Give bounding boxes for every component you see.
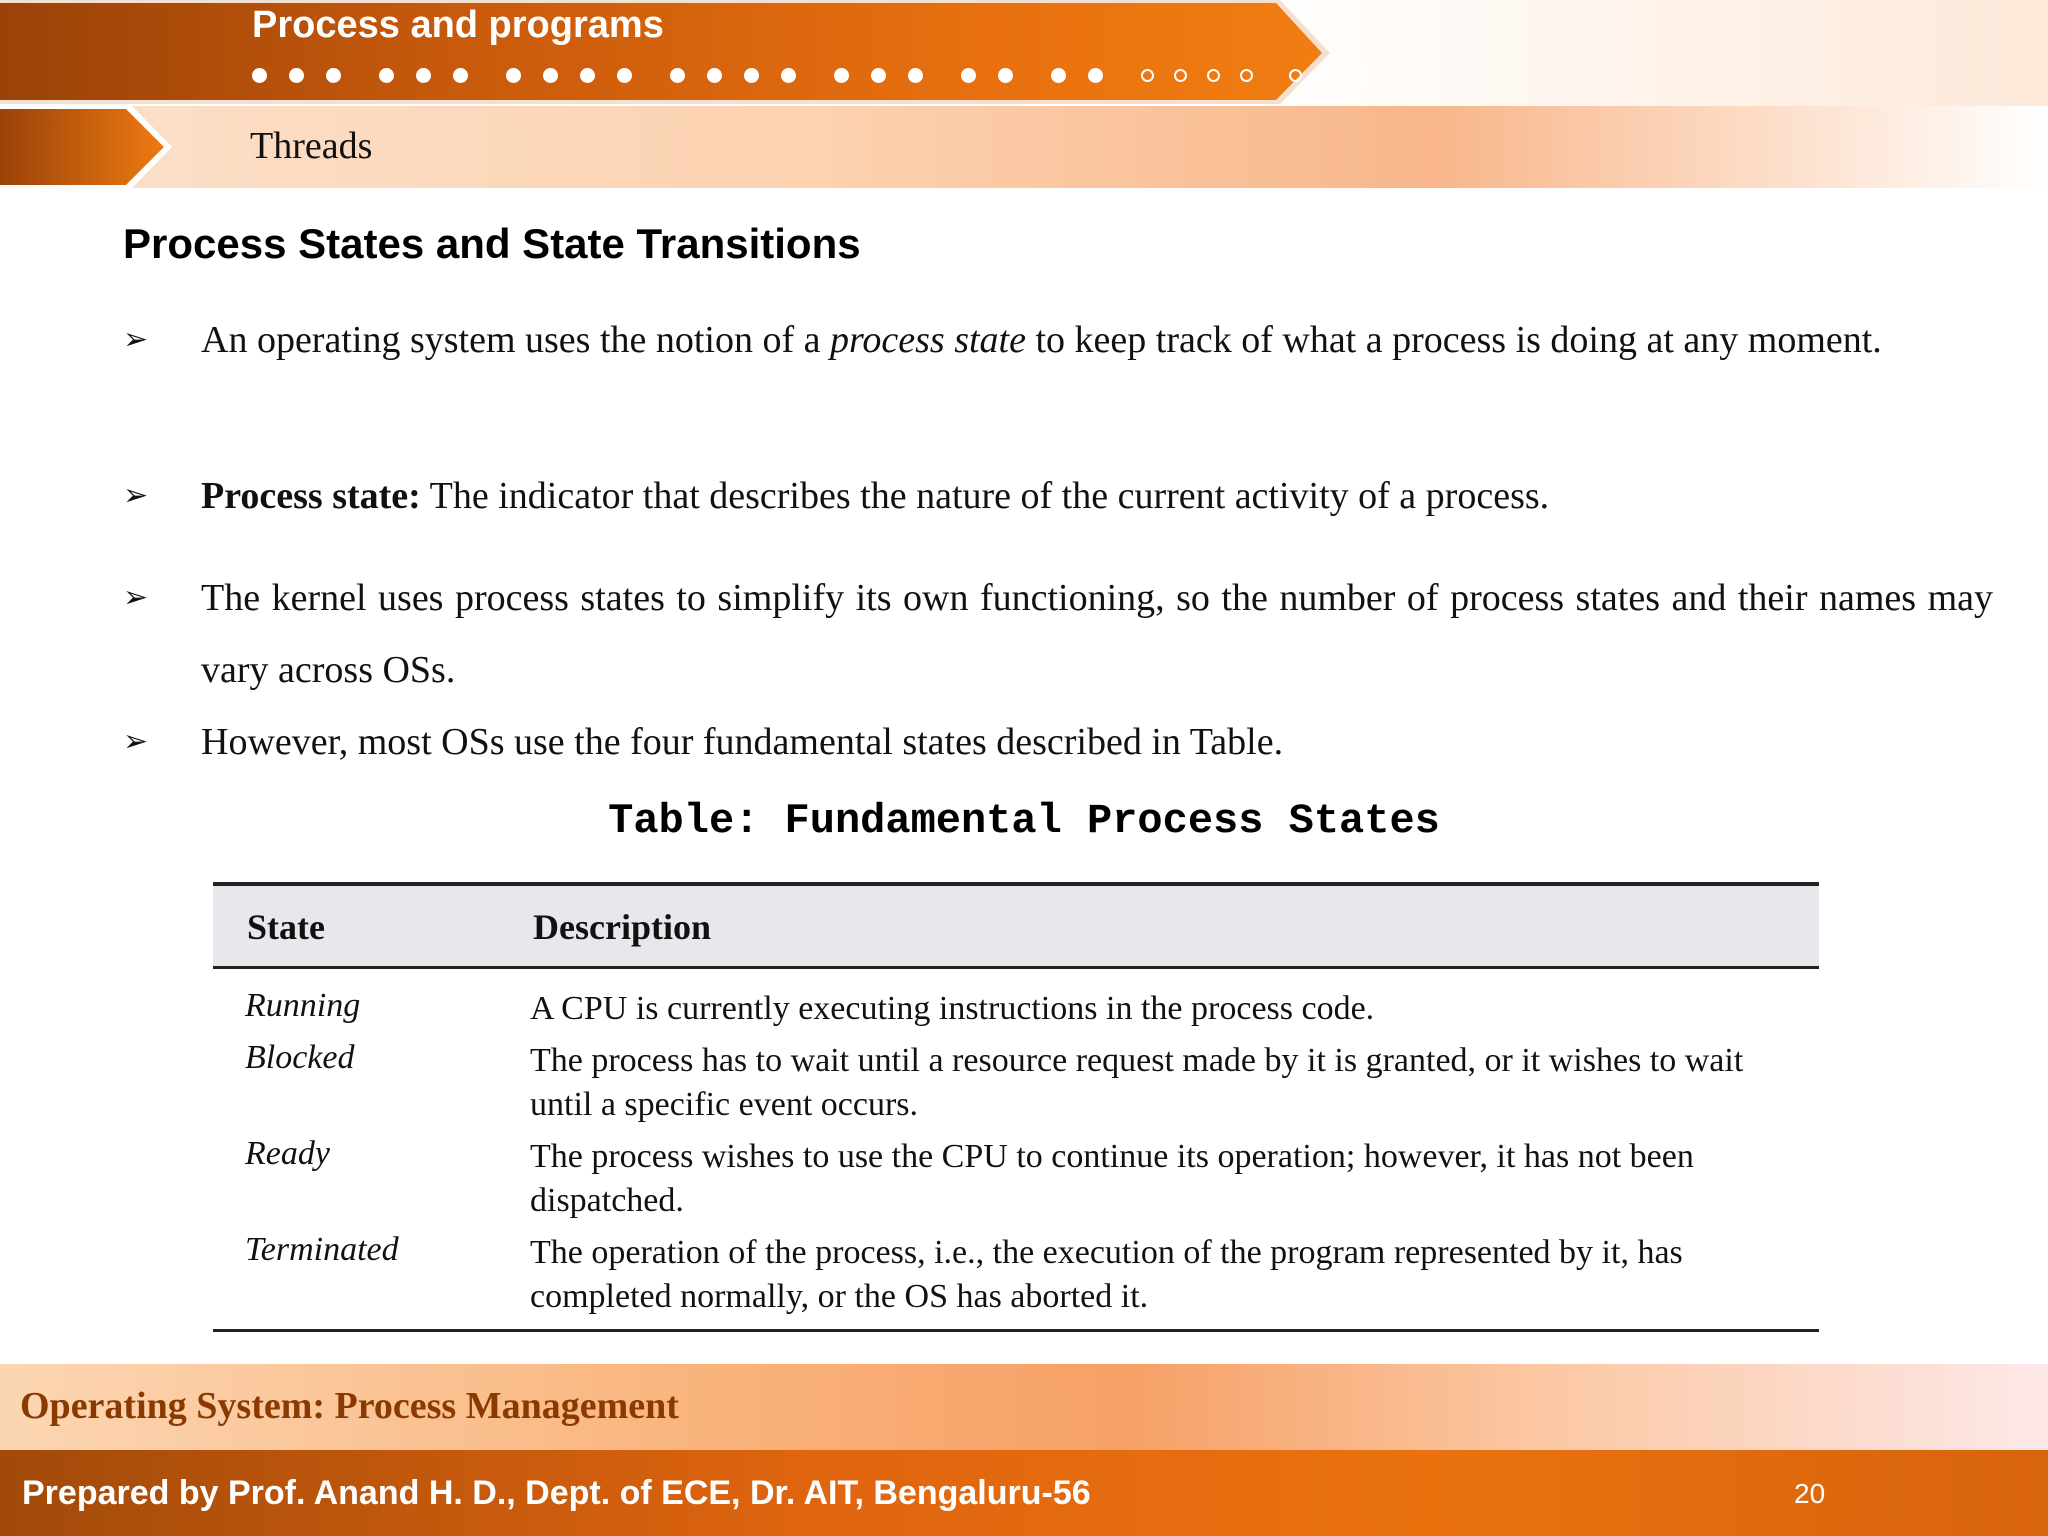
footer-course-title: Operating System: Process Management	[20, 1385, 679, 1427]
progress-dot-filled	[506, 68, 521, 83]
definition-term: Process state:	[201, 475, 421, 517]
progress-dot-empty	[1322, 69, 1335, 82]
column-header-state: State	[247, 907, 325, 947]
description-cell: The process wishes to use the CPU to continue its operation; however, it has not been dispatched.	[530, 1138, 1694, 1219]
progress-dot-filled	[617, 68, 632, 83]
state-cell: Running	[245, 987, 361, 1024]
progress-dot-filled	[871, 68, 886, 83]
progress-dot-empty	[1355, 69, 1368, 82]
bullet-process-state-definition: ➢ Process state: The indicator that describes the nature of the current activity of a process.	[123, 460, 1993, 532]
progress-dot-filled	[744, 68, 759, 83]
progress-dot-filled	[1051, 68, 1066, 83]
table-body	[213, 969, 1819, 1332]
arrow-bullet-icon: ➢	[123, 580, 149, 615]
progress-dot-filled	[580, 68, 595, 83]
progress-dot-filled	[908, 68, 923, 83]
footer-author: Prepared by Prof. Anand H. D., Dept. of ECE, Dr. AIT, Bengaluru-56	[22, 1474, 1091, 1512]
progress-dot-filled	[998, 68, 1013, 83]
process-states-table	[213, 882, 1819, 1332]
header-title-banner	[0, 0, 1335, 106]
progress-dot-empty	[1207, 69, 1220, 82]
progress-dot-empty	[1289, 69, 1302, 82]
progress-dot-filled	[379, 68, 394, 83]
description-cell: A CPU is currently executing instructions in the process code.	[530, 990, 1375, 1027]
progress-dot-filled	[453, 68, 468, 83]
arrow-bullet-icon: ➢	[123, 322, 149, 357]
table-caption: Table: Fundamental Process States	[608, 797, 1440, 845]
bullet-kernel-states: ➢ The kernel uses process states to simplify its own functioning, so the number of process states and their names may vary across OSs.	[123, 562, 1993, 706]
progress-dot-empty	[1141, 69, 1154, 82]
progress-dot-filled	[1088, 68, 1103, 83]
subsection-arrow	[0, 106, 180, 188]
progress-dot-filled	[289, 68, 304, 83]
progress-dot-filled	[834, 68, 849, 83]
slide-heading: Process States and State Transitions	[123, 220, 861, 267]
state-cell: Terminated	[245, 1231, 399, 1268]
progress-dot-filled	[252, 68, 267, 83]
progress-dot-filled	[326, 68, 341, 83]
progress-dot-filled	[543, 68, 558, 83]
arrow-bullet-icon: ➢	[123, 724, 149, 759]
subsection-title: Threads	[250, 125, 373, 167]
state-cell: Ready	[245, 1135, 330, 1172]
bullet-process-state-notion: ➢ An operating system uses the notion of a process state to keep track of what a process is doing at any moment.	[123, 304, 1993, 376]
table-header-row	[213, 882, 1819, 969]
progress-dot-filled	[781, 68, 796, 83]
section-title: Process and programs	[252, 4, 664, 46]
progress-dot-filled	[707, 68, 722, 83]
description-cell: The process has to wait until a resource request made by it is granted, or it wishes to wait until a specific event occurs.	[530, 1042, 1744, 1123]
state-cell: Blocked	[245, 1039, 355, 1076]
bullet-four-states: ➢ However, most OSs use the four fundamental states described in Table.	[123, 706, 1993, 778]
slide-progress-dots	[252, 60, 1388, 90]
progress-dot-filled	[670, 68, 685, 83]
progress-dot-filled	[416, 68, 431, 83]
column-header-description: Description	[533, 907, 711, 947]
description-cell: The operation of the process, i.e., the execution of the program represented by it, has completed normally, or the OS has aborted it.	[530, 1234, 1683, 1315]
arrow-bullet-icon: ➢	[123, 478, 149, 513]
page-number: 20	[1794, 1478, 1826, 1509]
term-process-state: process state	[830, 319, 1026, 361]
progress-dot-empty	[1240, 69, 1253, 82]
progress-dot-empty	[1174, 69, 1187, 82]
progress-dot-filled	[961, 68, 976, 83]
